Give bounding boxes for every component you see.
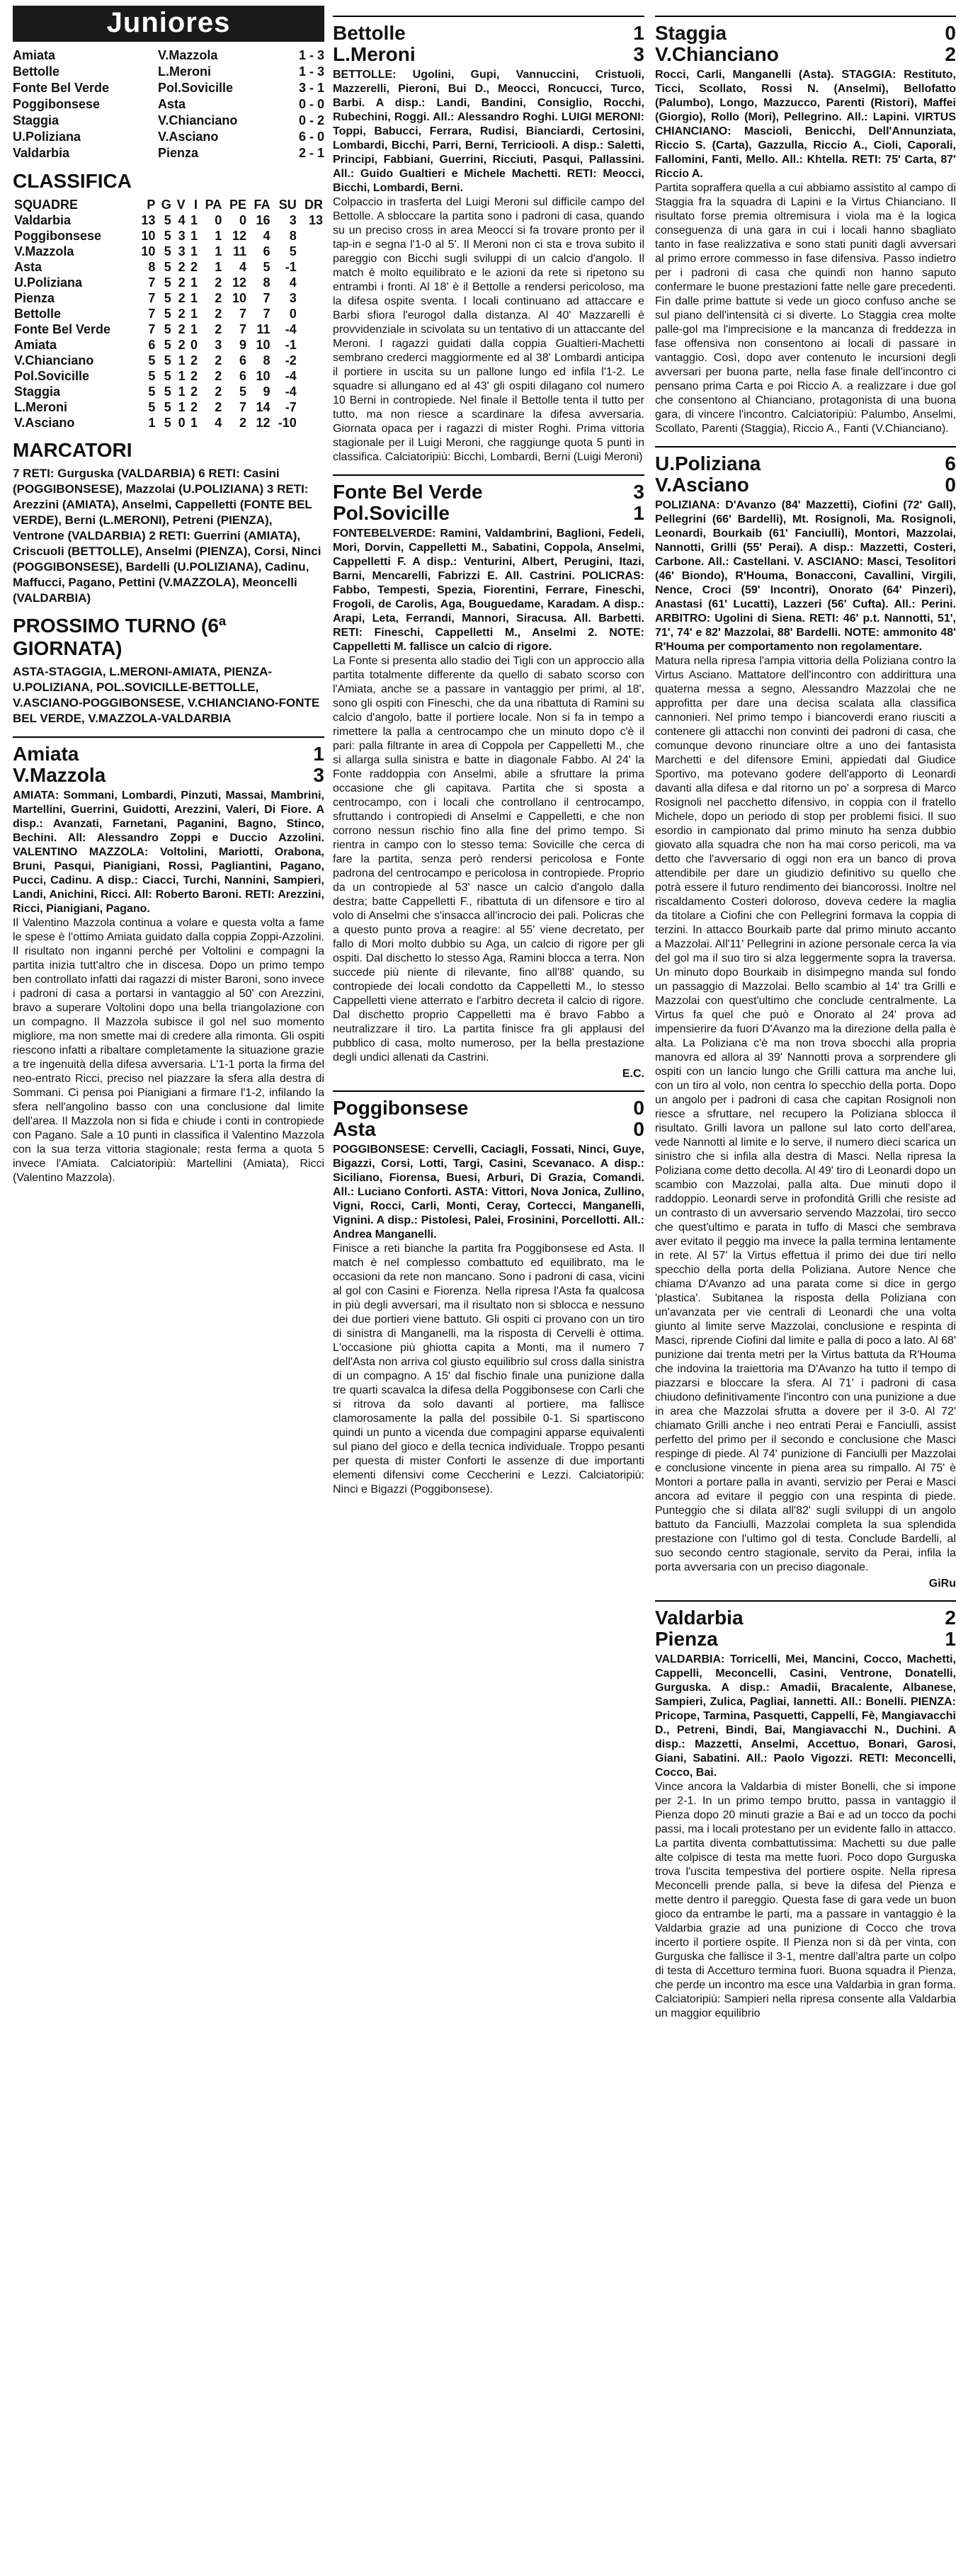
- standings-cell: 1: [148, 416, 156, 430]
- standings-cell: 5: [164, 353, 171, 367]
- match-signature: E.C.: [622, 1068, 644, 1080]
- result-away: V.Chianciano: [158, 113, 238, 127]
- standings-cell: 0: [239, 213, 247, 227]
- match-away-line: [655, 44, 956, 65]
- standings-row: [13, 399, 324, 415]
- standings-cell: 1: [190, 213, 198, 227]
- standings-cell: 5: [164, 291, 171, 305]
- match-home-score: 2: [945, 1607, 956, 1629]
- standings-cell: 5: [164, 229, 171, 243]
- standings-cell: 6: [239, 369, 247, 383]
- results-list: [13, 47, 324, 161]
- standings-cell: [298, 275, 324, 290]
- result-away: Asta: [158, 97, 186, 111]
- standings-cell: 10: [141, 244, 156, 258]
- standings-cell: 12: [232, 229, 247, 243]
- standings-cell: 8: [263, 275, 271, 290]
- standings-cell: Poggibonsese: [14, 229, 102, 243]
- match-away-score: 2: [945, 43, 956, 65]
- column-left: [13, 6, 324, 1185]
- match-home-line: [655, 16, 956, 44]
- standings-cell: 5: [164, 369, 171, 383]
- match-away-line: [655, 474, 956, 496]
- standings-cell: [298, 384, 324, 399]
- standings-cell: 2: [215, 307, 222, 321]
- match-away-score: 0: [945, 474, 956, 496]
- standings-cell: 5: [148, 400, 156, 414]
- standings-cell: -10: [278, 416, 297, 430]
- standings-cell: V.Mazzola: [14, 244, 74, 258]
- standings-cell: 7: [239, 322, 247, 336]
- standings-cell: 8: [148, 260, 156, 274]
- standings-row: [13, 321, 324, 337]
- standings-cell: 5: [239, 384, 247, 399]
- standings-cell: 7: [239, 307, 247, 321]
- match-away-score: 3: [633, 43, 644, 65]
- standings-cell: 12: [256, 416, 271, 430]
- standings-cell: 2: [215, 353, 222, 367]
- standings-column-header: SU: [278, 198, 297, 212]
- standings-cell: 13: [308, 213, 323, 227]
- standings-cell: 7: [263, 291, 271, 305]
- standings-cell: 5: [164, 307, 171, 321]
- standings-cell: 10: [256, 369, 271, 383]
- match-body: Colpaccio in trasferta del Luigi Meroni sul difficile campo del Bettolle. A sbloccare la partita sono i padroni di casa, quando su un preciso cross in area Meocci si fa trovare pronto per il tap-in e segna l'1-0 al 5'. Il Meroni non ci sta e trova subito il pareggio con Bicchi sugli sviluppi di un calcio d'angolo. Il match è molto equilibrato e le azioni da rete si ripetono su entrambi i fronti. Al 18' è il Bettolle a rendersi pericoloso, ma la difesa ospite sventa. I locali continuano ad attaccare e Barbi sfiora l'eurogol dalla distanza. Al 40' Mazzarelli è provvidenziale in scivolata su un tentativo di un attaccante del Meroni. I ragazzi guidati dalla coppia Gualtieri-Machetti sembrano crederci maggiormente ed al 38' Lombardi anticipa il portiere in uscita su un pallone lungo ed infila l'1-2. Le squadre si allungano ed al 43' gli ospiti dilagano col numero 10 Berni in contropiede. Nel finale il Bettolle tenta il tutto per tutto, ma non riesce a scardinare la difesa avversaria. Giornata opaca per i ragazzi di mister Roghi. Prima vittoria stagionale per il Luigi Meroni, che raggiunge quota 5 punti in classifica. Calciatoripiù: Bicchi, Lombardi, Berni (Luigi Meroni): [333, 196, 644, 463]
- standings-cell: -7: [285, 400, 297, 414]
- standings-cell: 8: [263, 353, 271, 367]
- standings-column-header: DR: [304, 198, 323, 212]
- match-home-team: Poggibonsese: [333, 1097, 469, 1119]
- scorers-title: MARCATORI: [13, 439, 132, 461]
- match-report: [655, 16, 956, 436]
- match-home-team: Bettolle: [333, 22, 406, 44]
- standings-cell: 1: [178, 353, 186, 367]
- standings-cell: 11: [233, 244, 247, 258]
- standings-cell: 5: [148, 384, 156, 399]
- match-report: [13, 736, 324, 1185]
- match-away-line: [333, 503, 644, 524]
- standings-cell: 2: [239, 416, 247, 430]
- standings-column-header: P: [147, 198, 156, 212]
- standings-cell: 0: [190, 338, 198, 352]
- standings-cell: 1: [178, 400, 186, 414]
- standings-cell: 5: [164, 244, 171, 258]
- match-lineup: FONTEBELVERDE: Ramini, Valdambrini, Baglioni, Fedeli, Mori, Dorvin, Cappelletti M., Sabatini, Coppola, Anselmi, Cappelletti F. A disp.: Venturini, Albert, Perugini, Itazi, Barni, Mencarelli, Fabrizzi E. All. Castrini. POLICRAS: Fabbo, Tempesti, Spezia, Fiorentini, Ferrare, Fineschi, Frogoli, de Carolis, Aga, Bouguedame, Karadam. A disp.: Arapi, Leta, Ferrandi, Mannori, Siracusa. All. Barbetti. RETI: Fineschi, Cappelletti M., Anselmi 2. NOTE: Cappelletti M. fallisce un calcio di rigore.: [333, 528, 644, 653]
- standings-cell: 1: [190, 416, 198, 430]
- standings-cell: 1: [190, 229, 198, 243]
- result-row: [13, 145, 324, 161]
- match-away-score: 1: [945, 1628, 956, 1650]
- standings-cell: 0: [289, 307, 297, 321]
- match-lineup: POGGIBONSESE: Cervelli, Caciagli, Fossati, Ninci, Guye, Bigazzi, Corsi, Lotti, Targi, Casini, Scevanaco. A disp.: Siciliano, Fiorensa, Buesi, Arburi, Di Grazia, Comandi. All.: Luciano Conforti. ASTA: Vittori, Nova Jonica, Zullino, Vigni, Rocci, Carli, Monti, Ceray, Cortecci, Manganelli, Vignini. A disp.: Pistolesi, Palei, Frosinini, Porcellotti. All.: Andrea Manganelli.: [333, 1144, 644, 1241]
- match-report: [333, 16, 644, 465]
- standings-cell: [298, 290, 324, 306]
- result-row: [13, 80, 324, 96]
- standings-column-header: SQUADRE: [14, 198, 79, 212]
- match-away-line: [655, 1629, 956, 1650]
- standings-cell: 2: [215, 384, 222, 399]
- standings-cell: 16: [256, 213, 271, 227]
- standings-cell: L.Meroni: [14, 400, 67, 414]
- standings-cell: 4: [178, 213, 186, 227]
- match-away-team: L.Meroni: [333, 43, 416, 65]
- match-home-team: Valdarbia: [655, 1607, 744, 1629]
- result-away: V.Mazzola: [158, 48, 218, 62]
- match-away-score: 0: [633, 1118, 644, 1140]
- standings-cell: 2: [215, 369, 222, 383]
- standings-row: [13, 259, 324, 275]
- result-row: [13, 129, 324, 145]
- match-away-team: V.Mazzola: [13, 764, 106, 786]
- standings-row: [13, 306, 324, 321]
- standings-cell: [298, 415, 324, 431]
- standings-title: CLASSIFICA: [13, 170, 132, 192]
- match-lineup: BETTOLLE: Ugolini, Gupi, Vannuccini, Cristuoli, Mazzerelli, Pieroni, Bui D., Meocci, Roncucci, Turco, Barbi. A disp.: Landi, Bandini, Consiglio, Rocchi, Rubechini, Roggi. All.: Alessandro Roghi. LUIGI MERONI: Toppi, Babucci, Ferrara, Rudisi, Bianciardi, Certosini, Lombardi, Bicchi, Parri, Berni, Terriciooli. A disp.: Saletti, Principi, Fabbiani, Guerrini, Ricciuti, Pasqui, Pallassini. All.: Guido Gualtieri e Michele Machetti. RETI: Meocci, Bicchi, Lombardi, Berni.: [333, 69, 644, 194]
- standings-cell: 5: [164, 275, 171, 290]
- match-away-score: 3: [313, 764, 324, 786]
- scorers-text: 7 RETI: Gurguska (VALDARBIA) 6 RETI: Casini (POGGIBONSESE), Mazzolai (U.POLIZIANA) 3 RETI: Arezzini (AMIATA), Anselmi, Cappelletti (FONTE BEL VERDE), Berni (L.MERONI), Petreni (PIENZA), Ventrone (VALDARBIA) 2 RETI: Guerrini (AMIATA), Criscuoli (BETTOLLE), Anselmi (PIENZA), Corsi, Ninci (POGGIBONSESE), Bardelli (U.POLIZIANA), Cadinu, Maffucci, Pagano, Pettini (V.MAZZOLA), Meoncelli (VALDARBIA): [13, 467, 321, 605]
- standings-cell: V.Chianciano: [14, 353, 94, 367]
- standings-cell: 1: [190, 275, 198, 290]
- standings-cell: 3: [178, 229, 186, 243]
- match-home-team: Amiata: [13, 743, 79, 765]
- standings-cell: -4: [285, 384, 297, 399]
- result-home: Staggia: [13, 113, 59, 127]
- standings-cell: [298, 368, 324, 384]
- match-lineup: AMIATA: Sommani, Lombardi, Pinzuti, Massai, Mambrini, Martellini, Guerrini, Guidotti, Arezzini, Valeri, Di Fiore. A disp.: Avanzati, Farnetani, Paganini, Bagno, Stinco, Bechini. All: Alessandro Zoppi e Duccio Azzolini. VALENTINO MAZZOLA: Voltolini, Mariotti, Orabona, Bruni, Pasqui, Pianigiani, Rossi, Pagliantini, Pagano, Pucci, Cadinu. A disp.: Ciacci, Turchi, Nannini, Sampieri, Landi, Anichini, Ricci. All: Roberto Baroni. RETI: Arezzini, Ricci, Pianigiani, Pagano.: [13, 790, 324, 915]
- next-round-title: PROSSIMO TURNO (6ª GIORNATA): [13, 615, 227, 659]
- standings-cell: 9: [263, 384, 271, 399]
- standings-cell: 1: [190, 307, 198, 321]
- standings-cell: 3: [289, 291, 297, 305]
- standings-cell: 2: [215, 322, 222, 336]
- result-away: L.Meroni: [158, 64, 211, 79]
- match-home-score: 6: [945, 452, 956, 474]
- result-row: [13, 64, 324, 80]
- standings-column-header: I: [193, 198, 198, 212]
- standings-cell: 1: [178, 384, 186, 399]
- standings-cell: 5: [148, 353, 156, 367]
- match-home-line: [333, 474, 644, 503]
- standings-cell: 4: [215, 416, 222, 430]
- result-home: Fonte Bel Verde: [13, 81, 110, 95]
- standings-cell: 9: [239, 338, 247, 352]
- standings-cell: U.Poliziana: [14, 275, 83, 290]
- match-home-score: 1: [313, 743, 324, 765]
- standings-cell: Pienza: [14, 291, 55, 305]
- standings-cell: 1: [190, 322, 198, 336]
- standings-column-header: G: [161, 198, 171, 212]
- result-score: 6 - 0: [298, 130, 324, 144]
- result-home: Valdarbia: [13, 146, 70, 160]
- match-home-line: [655, 446, 956, 474]
- standings-cell: 12: [232, 275, 247, 290]
- standings-cell: [298, 259, 324, 275]
- standings-row: [13, 244, 324, 259]
- standings-cell: 2: [178, 322, 186, 336]
- standings-cell: 2: [215, 275, 222, 290]
- match-report: [655, 446, 956, 1590]
- standings-cell: 4: [239, 260, 247, 274]
- match-home-line: [13, 736, 324, 765]
- standings-cell: 5: [263, 260, 271, 274]
- match-home-score: 1: [633, 22, 644, 44]
- match-away-team: V.Asciano: [655, 474, 749, 496]
- standings-cell: [298, 337, 324, 353]
- standings-row: [13, 290, 324, 306]
- standings-cell: 11: [256, 322, 271, 336]
- standings-row: [13, 384, 324, 399]
- standings-cell: 4: [263, 229, 271, 243]
- match-away-team: V.Chianciano: [655, 43, 779, 65]
- standings-cell: 7: [148, 275, 156, 290]
- standings-row: [13, 415, 324, 431]
- standings-cell: Pol.Sovicille: [14, 369, 90, 383]
- result-home: Poggibonsese: [13, 97, 101, 111]
- standings-cell: 6: [239, 353, 247, 367]
- match-signature: GiRu: [928, 1578, 956, 1590]
- result-score: 2 - 1: [298, 146, 324, 160]
- standings-cell: 2: [190, 400, 198, 414]
- match-body: Finisce a reti bianche la partita fra Poggibonsese ed Asta. Il match è nel complesso combattuto ed equilibrato, ma le occasioni da rete non mancano. Sono i padroni di casa, vicini al gol con Casini e Fiorenza. Nella ripresa l'Asta fa qualcosa in più degli avversari, ma il risultato non si sblocca e nessuno dei due portieri viene battuto. Gli ospiti ci provano con un tiro di sinistra di Manganelli, ma la risposta di Cervelli è ottima. L'occasione più ghiotta capita a Monti, ma il numero 7 dell'Asta non arriva col giusto equilibrio sul cross dalla sinistra di un compagno. A 15' dal fischio finale una punizione dalla tre quarti scavalca la difesa della Poggibonsese con Carli che si ritrova da solo davanti al portiere, ma fallisce clamorosamente la palla del possibile 0-1. Si spartiscono quindi un punto a vicenda due compagini apparse equivalenti sul piano del gioco e della tecnica individuale. Troppo pesanti per questa di mister Conforti le assenze di due importanti elementi difensivi come Ceccherini e Lezzi. Calciatoripiù: Ninci e Bigazzi (Poggibonsese).: [333, 1243, 644, 1495]
- match-lineup: VALDARBIA: Torricelli, Mei, Mancini, Cocco, Machetti, Cappelli, Meconcelli, Casini, Ventrone, Donatelli, Gurguska. A disp.: Amadii, Bracalente, Albanese, Sampieri, Zulica, Pagliai, Iannetti. All.: Bonelli. PIENZA: Pricope, Tarmina, Pasquetti, Cappelli, Fè, Mangiavacchi D., Petreni, Bindi, Bai, Mangiavacchi N., Duchini. A disp.: Mazzetti, Anselmi, Accettuo, Bonari, Garosi, Giani, Sabatini. All.: Paolo Vigozzi. RETI: Meconcelli, Cocco, Bai.: [655, 1653, 956, 1779]
- standings-row: [13, 212, 324, 228]
- standings-cell: V.Asciano: [14, 416, 75, 430]
- standings-cell: 1: [190, 244, 198, 258]
- standings-cell: 6: [148, 338, 156, 352]
- standings-cell: 2: [190, 369, 198, 383]
- standings-cell: 3: [289, 213, 297, 227]
- match-report: [655, 1600, 956, 2021]
- standings-cell: 2: [178, 275, 186, 290]
- match-away-line: [13, 765, 324, 786]
- standings-cell: Staggia: [14, 384, 61, 399]
- standings-cell: 4: [289, 275, 297, 290]
- standings-cell: -2: [285, 353, 297, 367]
- standings-cell: 2: [178, 260, 186, 274]
- match-away-team: Asta: [333, 1118, 376, 1140]
- standings-cell: 3: [215, 338, 222, 352]
- match-away-line: [333, 1119, 644, 1140]
- standings-cell: 2: [190, 384, 198, 399]
- standings-cell: 7: [148, 291, 156, 305]
- standings-cell: 7: [263, 307, 271, 321]
- standings-cell: 5: [164, 338, 171, 352]
- standings-cell: 5: [289, 244, 297, 258]
- match-body: La Fonte si presenta allo stadio dei Tigli con un approccio alla partita totalmente differente da quello di sabato scorso con l'Amiata, anche se a passare in vantaggio per primi, al 18', sono gli ospiti con Fineschi, che da una ribattuta di Ramini su calcio d'angolo, batte il portiere locale. Non si fa in tempo a rimettere la palla a centrocampo che un minuto dopo c'è il pari: palla filtrante in area di Coppola per Cappelletti M., che si allarga sulla sinistra e batte in diagonale Fabbo. Al 24' la Fonte raddoppia con Anselmi, abile a sfruttare la prima occasione che gli capitava. Partita che si sposta a centrocampo, con i locali che controllano il centrocampo, sfruttando i contropiedi di Anselmi e Cappelletti, e che non corrono nessun rischio fino alla fine del primo tempo. Si rientra in campo con lo stesso tema: Sovicille che cerca di fare la partita, senza però rendersi pericolosa e Fonte padrona del centrocampo e pericolosa in contropiede. Proprio da un contropiede al 53' nasce un calcio d'angolo dalla destra; batte Cappelletti F., ribattuta di un difensore e tiro al volo di Anselmi che s'insacca all'incrocio dei pali. Policras che a questo punto prova a reagire: al 55' viene decretato, per fallo di Mori molto dubbio su Aga, un calcio di rigore per gli ospiti. Dal dischetto lo stesso Aga, Ramini blocca a terra. Non succede più niente di rilevante, fino all'88' quando, su contropiede dei locali condotto da Cappelletti M., lo stesso Cappelletti viene atterrato e l'arbitro decreta il calcio di rigore. Dal dischetto proprio Cappelletti ma è bravo Fabbo a neutralizzare il tiro. La partita finisce fra gli applausi del pubblico di casa, molto numeroso, per la bella prestazione degli undici allenati da Castrini.: [333, 655, 644, 1064]
- standings-cell: 6: [263, 244, 271, 258]
- standings-cell: 2: [215, 291, 222, 305]
- standings-cell: 1: [178, 369, 186, 383]
- standings-cell: [298, 306, 324, 321]
- standings-cell: [298, 244, 324, 259]
- standings-column-header: V: [176, 198, 186, 212]
- standings-cell: 2: [178, 338, 186, 352]
- match-home-score: 0: [945, 22, 956, 44]
- standings-cell: Asta: [14, 260, 42, 274]
- match-home-team: Fonte Bel Verde: [333, 481, 483, 503]
- standings-cell: 1: [215, 260, 222, 274]
- standings-column-header: PE: [229, 198, 247, 212]
- standings-cell: [298, 353, 324, 368]
- standings-cell: 5: [164, 384, 171, 399]
- standings-cell: -1: [285, 260, 297, 274]
- standings-cell: 5: [148, 369, 156, 383]
- result-score: 1 - 3: [298, 48, 324, 62]
- result-row: [13, 113, 324, 129]
- standings-cell: 0: [178, 416, 186, 430]
- standings-cell: 7: [148, 307, 156, 321]
- match-home-score: 3: [633, 481, 644, 503]
- standings-cell: 14: [256, 400, 271, 414]
- standings-cell: 1: [215, 244, 222, 258]
- standings-cell: 5: [164, 213, 171, 227]
- standings-header-row: [13, 197, 324, 212]
- standings-cell: Valdarbia: [14, 213, 72, 227]
- standings-cell: [298, 399, 324, 415]
- standings-column-header: PA: [205, 198, 222, 212]
- result-score: 0 - 2: [298, 113, 324, 127]
- result-away: Pol.Sovicille: [158, 81, 234, 95]
- match-home-line: [333, 16, 644, 44]
- match-report: [333, 474, 644, 1081]
- match-home-team: U.Poliziana: [655, 452, 761, 474]
- match-home-team: Staggia: [655, 22, 727, 44]
- standings-cell: 8: [289, 229, 297, 243]
- match-away-team: Pienza: [655, 1628, 718, 1650]
- standings-cell: 5: [164, 400, 171, 414]
- standings-cell: 7: [239, 400, 247, 414]
- result-row: [13, 96, 324, 113]
- result-score: 1 - 3: [298, 64, 324, 79]
- standings-row: [13, 228, 324, 244]
- match-body: Matura nella ripresa l'ampia vittoria della Poliziana contro la Virtus Asciano. Mattatore dell'incontro con addirittura una quaterna messa a segno, Alessandro Mazzolai che ne approfitta per dare una decisa scalata alla classifica cannonieri. Nel primo tempo i biancoverdi erano riusciti a contenere gli attacchi non convinti dei padroni di casa, che comunque devono rinunciare oltre a uno dei fantasista Marchetti e del difensore Emini, appiedati dal Giudice Sportivo, ma potevano godere dell'apporto di Leonardi davanti alla difesa e dal ritorno un po' a sorpresa di Marco Rosignoli nel pacchetto difensivo, in coppia con il fratello Michele, dopo un periodo di stop per problemi fisici. Il suo esordio in campionato dal primo minuto ha senza dubbio giovato alla squadra che non ha mai corso pericoli, ma va detto che l'avversario di oggi non era un banco di prova attendibile per dare un giudizio definitivo su quello che potrà essere il futuro rendimento dei biancorossi. Inoltre nel riscaldamento Costeri doloroso, doveva cedere la maglia da titolare a Ciofini che con Pellegrini formava la coppia di terzini. In attacco Bourkaib parte dal primo minuto accanto a Mazzolai. All'11' Pellegrini in azione personale cerca la via del gol ma il suo tiro si alza leggermente sopra la traversa. Un minuto dopo Bourkaib in disimpegno manda sul fondo un passaggio di Mazzolai. Bello scambio al 14' tra Grilli e Mazzolai con quest'ultimo che conclude centralmente. La Virtus fa quel che può e Onorato al 24' prova ad impensierire da fuori D'Avanzo ma la direzione della palla è alta. La Poliziana c'è ma non trova sbocchi alla propria manovra ed allora al 39' Nannotti prova a sorprendere gli ospiti con un lancio lungo che Grilli cattura ma anche lui, con un tiro al volo, non centra lo specchio della porta. Dopo un angolo per i padroni di casa che capitan Rosignoli non riesce a sfruttare, nel recupero la Poliziana sblocca il risultato. Grilli lavora un pallone sul lato corto dell'area, vede Nannotti al limite e lo serve, il numero dieci scarica un sinistro che si infila alla destra di Masci. Nella ripresa la Poliziana come detto decolla. Al 49' tiro di Leonardi dopo un scambio con Mazzolai, palla alta. Due minuti dopo il raddoppio. Leonardi serve in profondità Grilli che resiste ad un contrasto di un avversario servendo Mazzolai, tiro secco che quest'ultimo e parata in tuffo di Masci che sembrava aver evitato il peggio ma invece la palla termina lentamente in rete. Al 57' la Virtus effettua il primo dei due tiri nello specchio della porta della Poliziana. Autore Nence che chiama D'Avanzo ad una parata come si dice in gergo 'plastica'. Subitanea la risposta della Poliziana con un'avanzata per vie centrali di Leonardi che una volta giunto al limite serve Mazzolai, conclusione e respinta di Masci, riprende Ciofini dal limite e palla di poco a lato. Al 68' punizione dai trenta metri per la Virtus battuta da R'Houma che indovina la traiettoria ma D'Avanzo ha tutto il tempo di piazzarsi e bloccare la sfera. Al 71' i padroni di casa chiudono definitivamente l'incontro con una punizione a due in area che Mazzolai sfrutta a dovere per il 3-0. Al 72' chiamato Grilli anche i neo entrati Perai e Fanciulli, assist perfetto del primo per il secondo e conclusione che Masci respinge di piede. Al 74' punizione di Fanciulli per Mazzolai e conclusione vincente in piena area su rimpallo. Al 75' è Montori a portare palla in avanti, servizio per Perai e Masci ancora ad evitare il peggio con una respinta di piede. Punteggio che si dilata all'82' sugli sviluppi di un angolo battuto da Fanciulli, Mazzolai completa la sua splendida prestazione con l'ultimo gol di testa. Conclude Bardelli, al suo secondo centro stagionale, servito da Perai, infila la porta avversaria con un preciso diagonale.: [655, 655, 956, 1573]
- standings-cell: 3: [178, 244, 186, 258]
- standings-cell: -1: [285, 338, 297, 352]
- match-lineup: POLIZIANA: D'Avanzo (84' Mazzetti), Ciofini (72' Gall), Pellegrini (66' Bardelli), Mt. Rosignoli, Ma. Rosignoli, Leonardi, Bourkaib (61' Fanciulli), Montori, Mazzolai, Nannotti, Grilli (55' Perai). A disp.: Mazzetti, Costeri, Carbone. All.: Castellani. V. ASCIANO: Masci, Tesolitori (46' Biondo), R'Houma, Bonacconi, Cavallini, Virgili, Nence, Croci (59' Incontri), Onorato (64' Pinzeri), Anastasi (61' Lucatti), Lazzeri (56' Cufta). All.: Perini. ARBITRO: Ugolini di Siena. RETI: 46' p.t. Nannotti, 51', 71', 74' e 82' Mazzolai, 88' Bardelli. NOTE: ammonito 48' R'Houma per comportamento non regolamentare.: [655, 499, 956, 653]
- standings-row: [13, 275, 324, 290]
- match-home-line: [333, 1090, 644, 1119]
- result-home: Bettolle: [13, 64, 60, 79]
- standings-cell: 2: [190, 353, 198, 367]
- standings-row: [13, 353, 324, 368]
- result-score: 3 - 1: [298, 81, 324, 95]
- match-away-line: [333, 44, 644, 65]
- match-away-score: 1: [633, 502, 644, 524]
- match-body: Il Valentino Mazzola continua a volare e questa volta a fame le spese è l'ottimo Amiata guidato dalla coppia Zoppi-Azzolini. Il risultato non inganni perché per Voltolini e compagni la partita inizia tutt'altro che in discesa. Dopo un primo tempo ben controllato infatti dai ragazzi di mister Baroni, sono invece i padroni di casa a portarsi in vantaggio al 50' con Arezzini, bravo a superare Voltolini dopo una bella triangolazione con un compagno. Il Mazzola subisce il gol nel suo momento migliore, ma non smette mai di credere alla rimonta. Gli ospiti riescono infatti a ribaltare completamente la situazione grazie a tre ingenuità della difesa avversaria. L'1-1 porta la firma del neo-entrato Ricci, preciso nel piazzare la sfera alla destra di Sommani. Ci pensa poi Pianigiani a firmare l'1-2, infilando la sfera nell'angolino basso con una conclusione dal limite dell'area. Il Mazzola non si fida e chiude i conti in contropiede con Pagano. Sale a 10 punti in classifica il Valentino Mazzola con la sua terza vittoria stagionale; resta ferma a quota 5 invece l'Amiata. Calciatoripiù: Martellini (Amiata), Ricci (Valentino Mazzola).: [13, 917, 324, 1184]
- standings-cell: Bettolle: [14, 307, 62, 321]
- standings-cell: 2: [178, 291, 186, 305]
- result-home: Amiata: [13, 48, 56, 62]
- standings-cell: Amiata: [14, 338, 57, 352]
- standings-cell: 10: [141, 229, 156, 243]
- column-right: [655, 6, 956, 2021]
- standings-cell: 2: [190, 260, 198, 274]
- standings-cell: -4: [285, 322, 297, 336]
- match-away-team: Pol.Sovicille: [333, 502, 450, 524]
- standings-cell: 13: [141, 213, 156, 227]
- result-row: [13, 47, 324, 64]
- standings-cell: Fonte Bel Verde: [14, 322, 111, 336]
- result-home: U.Poliziana: [13, 130, 81, 144]
- standings-cell: 2: [178, 307, 186, 321]
- standings-cell: 2: [215, 400, 222, 414]
- standings-cell: 7: [148, 322, 156, 336]
- standings-row: [13, 337, 324, 353]
- match-report: [333, 1090, 644, 1497]
- match-home-line: [655, 1600, 956, 1629]
- result-away: V.Asciano: [158, 130, 219, 144]
- standings-cell: 5: [164, 416, 171, 430]
- standings-cell: 10: [256, 338, 271, 352]
- match-lineup: Rocci, Carli, Manganelli (Asta). STAGGIA: Restituto, Ticci, Scollato, Rossi N. (Anselmi), Bellofatto (Palumbo), Longo, Mazzucco, Parenti (Ristori), Maffei (Giorgio), Rollo (Mori), Pellegrino. All.: Lapini. VIRTUS CHIANCIANO: Mascioli, Benicchi, Dell'Annunziata, Riccio S. (Carta), Gazzulla, Riccio A., Cioli, Caporali, Fallomini, Fanti, Mello. All.: Khtella. RETI: 75' Carta, 87' Riccio A.: [655, 69, 956, 180]
- match-body: Partita sopraffera quella a cui abbiamo assistito al campo di Staggia fra la squadra di Lapini e la Virtus Chianciano. Il risultato forse premia oltremisura i viola ma è la logica conseguenza di una gara in cui i locali hanno sbagliato tanto in fase realizzativa e sono stati puniti dagli avversari al primo errore commesso in fase difensiva. Passo indietro per i padroni di casa che quindi non hanno saputo confermare le buone prestazioni fatte nelle gare precedenti. Fin dalle prime battute si vede un gioco confuso anche se sul piano dell'intensità ci si diverte. Lo Staggia crea molte palle-gol ma l'imprecisione e la mancanza di freddezza in fase offensiva non consentono ai locali di passare in vantaggio. Così, dopo aver contenuto le incursioni degli avversari per buona parte, nella fase finale dell'incontro ci pensano prima Carta e poi Riccio A. a realizzare i due gol che consentono al Chianciano, protagonista di una buona gara, di vincere l'incontro. Calciatoripiù: Palumbo, Anselmi, Scollato, Parenti (Staggia), Riccio A., Fanti (V.Chianciano).: [655, 182, 956, 435]
- result-away: Pienza: [158, 146, 199, 160]
- standings-cell: -4: [285, 369, 297, 383]
- standings-row: [13, 368, 324, 384]
- standings-cell: 5: [164, 322, 171, 336]
- standings-cell: 5: [164, 260, 171, 274]
- standings-cell: 1: [215, 229, 222, 243]
- next-round-text: ASTA-STAGGIA, L.MERONI-AMIATA, PIENZA-U.POLIZIANA, POL.SOVICILLE-BETTOLLE, V.ASCIANO-POGGIBONSESE, V.CHIANCIANO-FONTE BEL VERDE, V.MAZZOLA-VALDARBIA: [13, 665, 320, 725]
- result-score: 0 - 0: [298, 97, 324, 111]
- standings-cell: 1: [190, 291, 198, 305]
- column-middle: [333, 6, 644, 1497]
- match-home-score: 0: [633, 1097, 644, 1119]
- standings-column-header: FA: [254, 198, 271, 212]
- standings-cell: 0: [215, 213, 222, 227]
- section-banner: Juniores: [13, 6, 324, 42]
- standings-table: [13, 197, 324, 431]
- standings-cell: [298, 228, 324, 244]
- standings-cell: [298, 321, 324, 337]
- standings-cell: 10: [232, 291, 247, 305]
- match-body: Vince ancora la Valdarbia di mister Bonelli, che si impone per 2-1. In un primo tempo brutto, passa in vantaggio il Pienza dopo 20 minuti grazie a Bai e ad un tocco da pochi passi, ma i locali protestano per un evidente fallo in attacco. La partita diventa combattutissima: Machetti su due palle alte colpisce di testa ma mette fuori. Poco dopo Gurguska trova l'uscita tempestiva del portiere ospite. Nella ripresa Meconcelli prende palla, si beve la difesa del Pienza e mette dentro il pareggio. Questa fase di gara vede un buon gioco da entrambe le parti, ma a passare in vantaggio è la Valdarbia grazie ad una punizione di Cocco che trova incerto il portiere ospite. Il Pienza non si dà per vinta, con Gurguska che fallisce il 3-1, mentre dall'altra parte un colpo di testa di Accetturo termina fuori. Buona squadra il Pienza, che perde un incontro ma esce una Valdarbia in gran forma. Calciatoripiù: Sampieri nella ripresa consente alla Valdarbia un maggior equilibrio: [655, 1781, 956, 2019]
